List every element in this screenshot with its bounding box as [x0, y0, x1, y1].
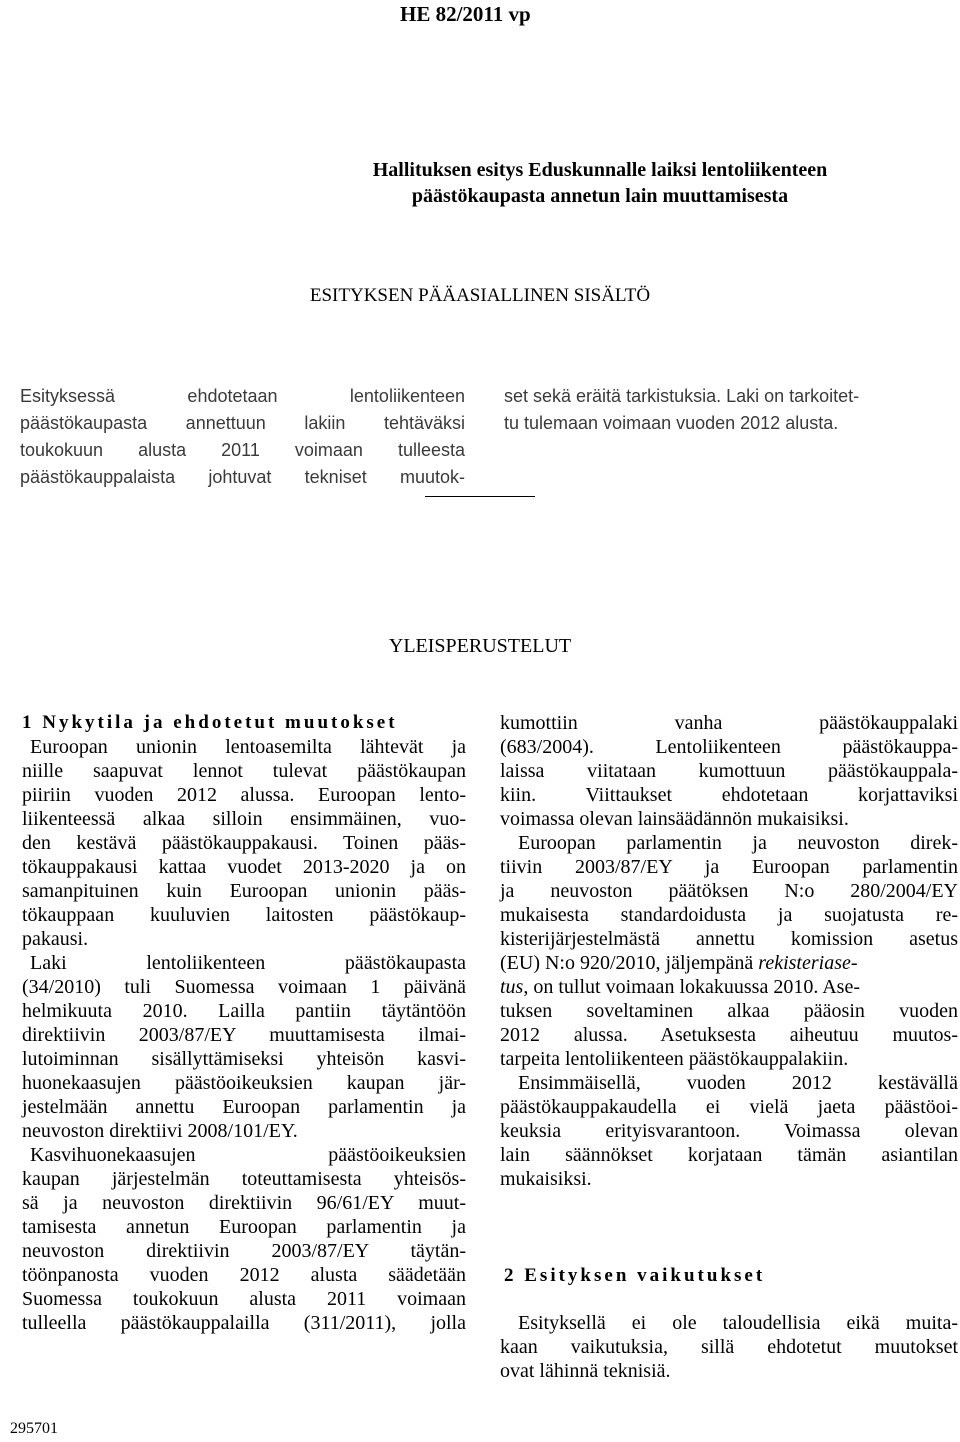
- paragraph-line: tökauppakausi kattaa vuodet 2013-2020 ja on: [22, 856, 466, 878]
- paragraph-line: töönpanosta vuoden 2012 alusta säädetään: [22, 1264, 466, 1286]
- paragraph-line: jestelmään annettu Euroopan parlamentin ja: [22, 1096, 466, 1118]
- paragraph-line: Esityksellä ei ole taloudellisia eikä muita-: [518, 1312, 958, 1334]
- paragraph-line: kaupan järjestelmän toteuttamisesta yhteisös-: [22, 1168, 466, 1190]
- paragraph-line: päästökauppakaudella ei vielä jaeta päästöoi-: [500, 1096, 958, 1118]
- paragraph-line: Ensimmäisellä, vuoden 2012 kestävällä: [518, 1072, 958, 1094]
- paragraph-line: [500, 976, 958, 999]
- paragraph-line: samanpituinen kuin Euroopan unionin pääs-: [22, 880, 466, 902]
- paragraph-line: neuvoston direktiivin 2003/87/EY täytän-: [22, 1240, 466, 1262]
- paragraph-line: tarpeita lentoliikenteen päästökauppalakiin.: [500, 1048, 849, 1070]
- paragraph-line: sä ja neuvoston direktiivin 96/61/EY muut-: [22, 1192, 466, 1214]
- paragraph-line: liikenteessä alkaa silloin ensimmäinen, vuo-: [22, 808, 466, 830]
- paragraph-line: tulleella päästökauppalailla (311/2011), jolla: [22, 1312, 466, 1334]
- page-number: 295701: [10, 1420, 58, 1437]
- summary-right-line: set sekä eräitä tarkistuksia. Laki on tarkoitet-: [504, 386, 860, 406]
- paragraph-line: tiivin 2003/87/EY ja Euroopan parlamentin: [500, 856, 958, 878]
- paragraph-line: mukaisiksi.: [500, 1168, 592, 1190]
- paragraph-line: kisterijärjestelmästä annettu komission asetus: [500, 928, 958, 950]
- paragraph-line: pakausi.: [22, 928, 89, 950]
- paragraph-line: ovat lähinnä teknisiä.: [500, 1360, 671, 1382]
- italic-term: rekisteriase-: [758, 952, 858, 974]
- paragraph-line: piiriin vuoden 2012 alussa. Euroopan lento-: [22, 784, 466, 806]
- paragraph-line: tamisesta annetun Euroopan parlamentin ja: [22, 1216, 466, 1238]
- paragraph-line: den kestävä päästökauppakausi. Toinen pääs-: [22, 832, 466, 854]
- paragraph-line: lain säännökset korjataan tämän asiantilan: [500, 1144, 958, 1166]
- paragraph-line: ja neuvoston päätöksen N:o 280/2004/EY: [500, 880, 958, 902]
- paragraph-line: huonekaasujen päästöoikeuksien kaupan jär-: [22, 1072, 466, 1094]
- paragraph-line: Laki lentoliikenteen päästökaupasta: [30, 952, 466, 974]
- paragraph-line: (683/2004). Lentoliikenteen päästökauppa-: [500, 736, 958, 758]
- summary-heading: ESITYKSEN PÄÄASIALLINEN SISÄLTÖ: [309, 285, 651, 306]
- paragraph-line: voimassa olevan lainsäädännön mukaisiksi.: [500, 808, 849, 830]
- paragraph-line: helmikuuta 2010. Lailla pantiin täytäntöön: [22, 1000, 466, 1022]
- paragraph-line: [500, 952, 958, 975]
- paragraph-text: , on tullut voimaan lokakuussa 2010. Ase-: [523, 976, 860, 998]
- summary-left-line: päästökauppalaista johtuvat tekniset muutok-: [20, 467, 465, 487]
- paragraph-line: mukaisesta standardoidusta ja suojatusta re-: [500, 904, 958, 926]
- paragraph-line: Kasvihuonekaasujen päästöoikeuksien: [30, 1144, 466, 1166]
- summary-right-line: tu tulemaan voimaan vuoden 2012 alusta.: [504, 413, 839, 433]
- paragraph-line: laissa viitataan kumottuun päästökauppala-: [500, 760, 958, 782]
- document-id: HE 82/2011 vp: [400, 2, 531, 26]
- section-heading-general-grounds: YLEISPERUSTELUT: [388, 635, 572, 657]
- paragraph-line: direktiivin 2003/87/EY muuttamisesta ilmai-: [22, 1024, 466, 1046]
- paragraph-line: kaan vaikutuksia, sillä ehdotetut muutokset: [500, 1336, 958, 1358]
- paragraph-line: 2012 alussa. Asetuksesta aiheutuu muutos-: [500, 1024, 958, 1046]
- paragraph-line: Euroopan parlamentin ja neuvoston direk-: [518, 832, 958, 854]
- paragraph-line: tuksen soveltaminen alkaa pääosin vuoden: [500, 1000, 958, 1022]
- paragraph-line: tökauppaan kuuluvien laitosten päästökaup-: [22, 904, 466, 926]
- summary-left-line: päästökaupasta annettuun lakiin tehtäväksi: [20, 413, 465, 433]
- separator-line: [425, 496, 535, 497]
- paragraph-line: lutoiminnan sisällyttämiseksi yhteisön kasvi-: [22, 1048, 466, 1070]
- paragraph-line: (34/2010) tuli Suomessa voimaan 1 päivänä: [22, 976, 466, 998]
- summary-left-line: Esityksessä ehdotetaan lentoliikenteen: [20, 386, 465, 406]
- paragraph-line: kumottiin vanha päästökauppalaki: [500, 712, 958, 734]
- title-line-2: päästökaupasta annetun lain muuttamisesta: [411, 185, 789, 207]
- section-1-heading: 1 Nykytila ja ehdotetut muutokset: [22, 712, 398, 733]
- paragraph-line: keuksia erityisvarantoon. Voimassa olevan: [500, 1120, 958, 1142]
- paragraph-line: neuvoston direktiivi 2008/101/EY.: [22, 1120, 298, 1142]
- italic-term: tus: [500, 976, 524, 998]
- paragraph-text: (EU) N:o 920/2010, jäljempänä: [500, 952, 759, 974]
- paragraph-line: niille saapuvat lennot tulevat päästökaupan: [22, 760, 466, 782]
- paragraph-line: Euroopan unionin lentoasemilta lähtevät ja: [30, 736, 466, 758]
- paragraph-line: Suomessa toukokuun alusta 2011 voimaan: [22, 1288, 466, 1310]
- title-line-1: Hallituksen esitys Eduskunnalle laiksi lentoliikenteen: [372, 159, 828, 181]
- section-2-heading: 2 Esityksen vaikutukset: [504, 1265, 766, 1286]
- paragraph-line: kiin. Viittaukset ehdotetaan korjattaviksi: [500, 784, 958, 806]
- summary-left-line: toukokuun alusta 2011 voimaan tulleesta: [20, 440, 465, 460]
